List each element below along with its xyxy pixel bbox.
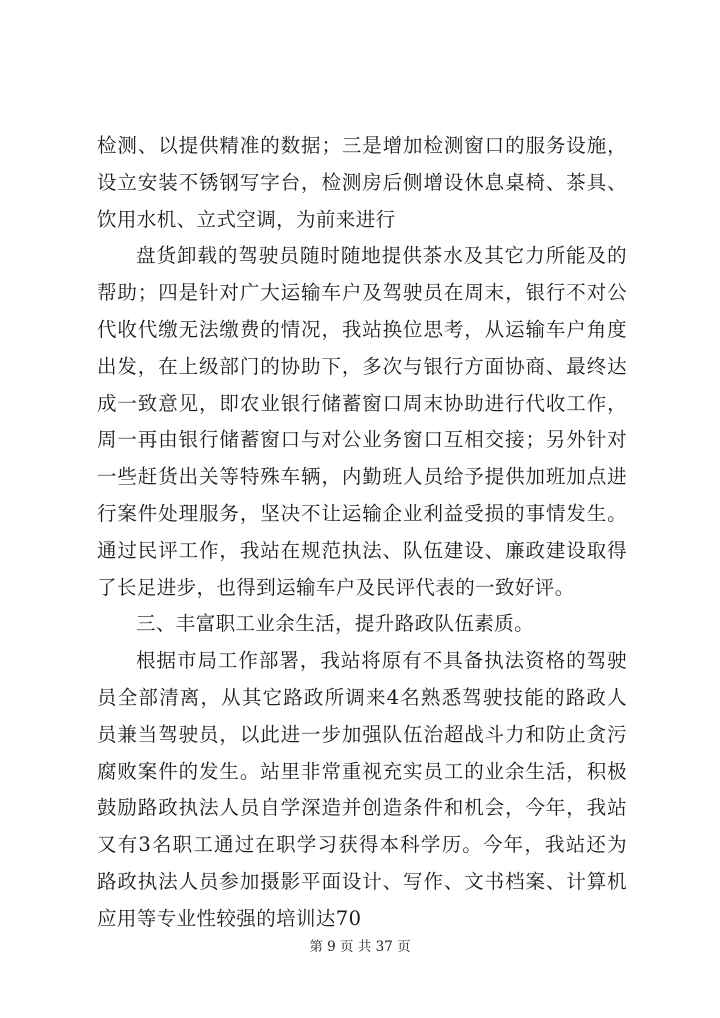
section-heading-3: 三、丰富职工业余生活，提升路政队伍素质。: [136, 612, 535, 636]
document-body: [97, 128, 627, 938]
paragraph-staff-quality: 根据市局工作部署，我站将原有不具备执法资格的驾驶员全部清离，从其它路政所调来4名熟悉驾驶技能的路政人员兼当驾驶员，以此进一步加强队伍治超战斗力和防止贪污腐败案件的发生。站里非常重视充实员工的业余生活，积极鼓励路政执法人员自学深造并创造条件和机会，今年，我站又有3名职工通过在职学习获得本科学历。今年，我站还为路政执法人员参加摄影平面设计、写作、文书档案、计算机应用等专业性较强的培训达70: [97, 649, 627, 930]
paragraph-service-measures: 盘货卸载的驾驶员随时随地提供茶水及其它力所能及的帮助；四是针对广大运输车户及驾驶员在周末，银行不对公代收代缴无法缴费的情况，我站换位思考，从运输车户角度出发，在上级部门的协助下，多次与银行方面协商、最终达成一致意见，即农业银行储蓄窗口周末协助进行代收工作，周一再由银行储蓄窗口与对公业务窗口互相交接；另外针对一些赶货出关等特殊车辆，内勤班人员给予提供加班加点进行案件处理服务，坚决不让运输企业利益受损的事情发生。通过民评工作，我站在规范执法、队伍建设、廉政建设取得了长足进步，也得到运输车户及民评代表的一致好评。: [97, 244, 627, 599]
paragraph-continued: 检测、以提供精准的数据；三是增加检测窗口的服务设施，设立安装不锈钢写字台，检测房后侧增设休息桌椅、茶具、饮用水机、立式空调，为前来进行: [97, 134, 627, 231]
page-number-footer: 第 9 页 共 37 页: [309, 939, 411, 955]
